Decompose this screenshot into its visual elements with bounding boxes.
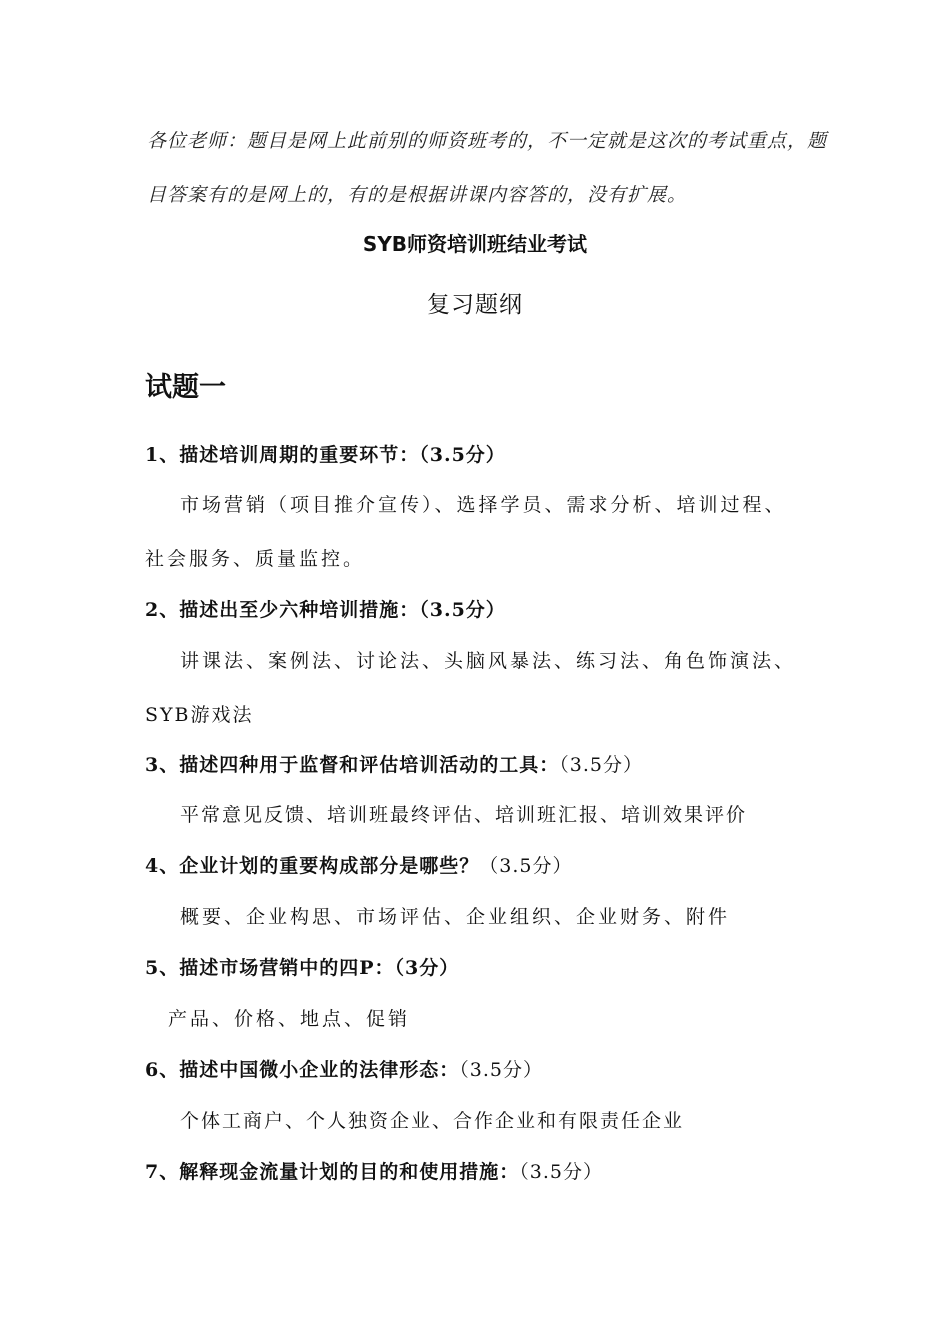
question-number: 7、	[145, 1161, 180, 1183]
question-text: 企业计划的重要构成部分是哪些？	[179, 855, 480, 877]
question-number: 3、	[145, 754, 180, 776]
answer-5-line-1: 产品、价格、地点、促销	[168, 1008, 411, 1030]
question-1	[145, 440, 506, 467]
question-score: （3.5分）	[459, 1059, 543, 1081]
question-number: 4、	[145, 855, 180, 877]
question-text: 描述市场营销中的四P：	[179, 957, 395, 979]
question-text: 描述培训周期的重要环节：	[179, 444, 420, 466]
document-title: SYB师资培训班结业考试	[362, 232, 588, 256]
answer-2-line-2: SYB游戏法	[145, 704, 254, 726]
question-7	[145, 1157, 603, 1184]
question-text: 描述四种用于监督和评估培训活动的工具：	[179, 754, 560, 776]
answer-2-line-1: 讲课法、案例法、讨论法、头脑风暴法、练习法、角色饰演法、	[180, 650, 797, 672]
question-text: 描述中国微小企业的法律形态：	[179, 1059, 460, 1081]
intro-note-line-1: 各位老师：题目是网上此前别的师资班考的，不一定就是这次的考试重点，题	[147, 130, 828, 152]
answer-1-line-2: 社会服务、质量监控。	[145, 548, 366, 570]
question-score: （3.5分）	[479, 855, 573, 877]
question-2	[145, 595, 506, 622]
question-6	[145, 1055, 543, 1082]
answer-6-line-1: 个体工商户、个人独资企业、合作企业和有限责任企业	[180, 1110, 685, 1132]
question-3	[145, 750, 643, 777]
question-score: （3.5分）	[419, 444, 506, 466]
question-score: （3.5分）	[559, 754, 643, 776]
answer-1-line-1: 市场营销（项目推介宣传）、选择学员、需求分析、培训过程、	[180, 494, 787, 516]
section-heading: 试题一	[145, 372, 226, 403]
question-text: 解释现金流量计划的目的和使用措施：	[179, 1161, 520, 1183]
answer-3-line-1: 平常意见反馈、培训班最终评估、培训班汇报、培训效果评价	[180, 804, 748, 826]
question-number: 2、	[145, 599, 180, 621]
question-score: （3分）	[394, 957, 460, 979]
question-score: （3.5分）	[419, 599, 506, 621]
question-score: （3.5分）	[519, 1161, 603, 1183]
question-number: 5、	[145, 957, 180, 979]
question-5	[145, 953, 459, 980]
answer-4-line-1: 概要、企业构思、市场评估、企业组织、企业财务、附件	[180, 906, 731, 928]
intro-note-line-2: 目答案有的是网上的，有的是根据讲课内容答的，没有扩展。	[147, 184, 688, 206]
question-number: 6、	[145, 1059, 180, 1081]
document-subtitle: 复习题纲	[427, 292, 523, 318]
question-4	[145, 851, 572, 878]
question-text: 描述出至少六种培训措施：	[179, 599, 420, 621]
question-number: 1、	[145, 444, 180, 466]
